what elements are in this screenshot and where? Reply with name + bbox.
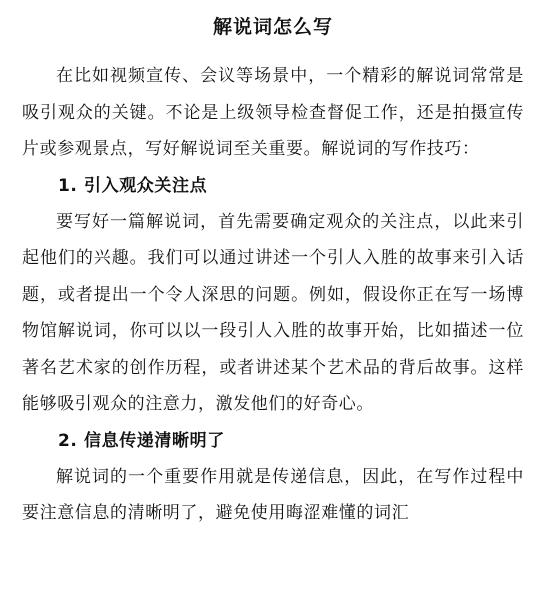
intro-paragraph: 在比如视频宣传、会议等场景中，一个精彩的解说词常常是吸引观众的关键。不论是上级领导检查督促工作，还是拍摄宣传片或参观景点，写好解说词至关重要。解说词的写作技巧： bbox=[22, 66, 524, 159]
section-2-body: 解说词的一个重要作用就是传递信息，因此，在写作过程中要注意信息的清晰明了，避免使用晦涩难懂的词汇 bbox=[22, 466, 524, 523]
section-2-heading: 2. 信息传递清晰明了 bbox=[58, 430, 225, 451]
section-1-body: 要写好一篇解说词，首先需要确定观众的关注点，以此来引起他们的兴趣。我们可以通过讲述一个引人入胜的故事来引入话题，或者提出一个令人深思的问题。例如，假设你正在写一场博物馆解说词，你可以以一段引人入胜的故事开始，比如描述一位著名艺术家的创作历程，或者讲述某个艺术品的背后故事。这样能够吸引观众的注意力，激发他们的好奇心。 bbox=[22, 211, 524, 414]
document-title: 解说词怎么写 bbox=[212, 16, 333, 38]
section-1-heading: 1. 引入观众关注点 bbox=[58, 175, 208, 196]
